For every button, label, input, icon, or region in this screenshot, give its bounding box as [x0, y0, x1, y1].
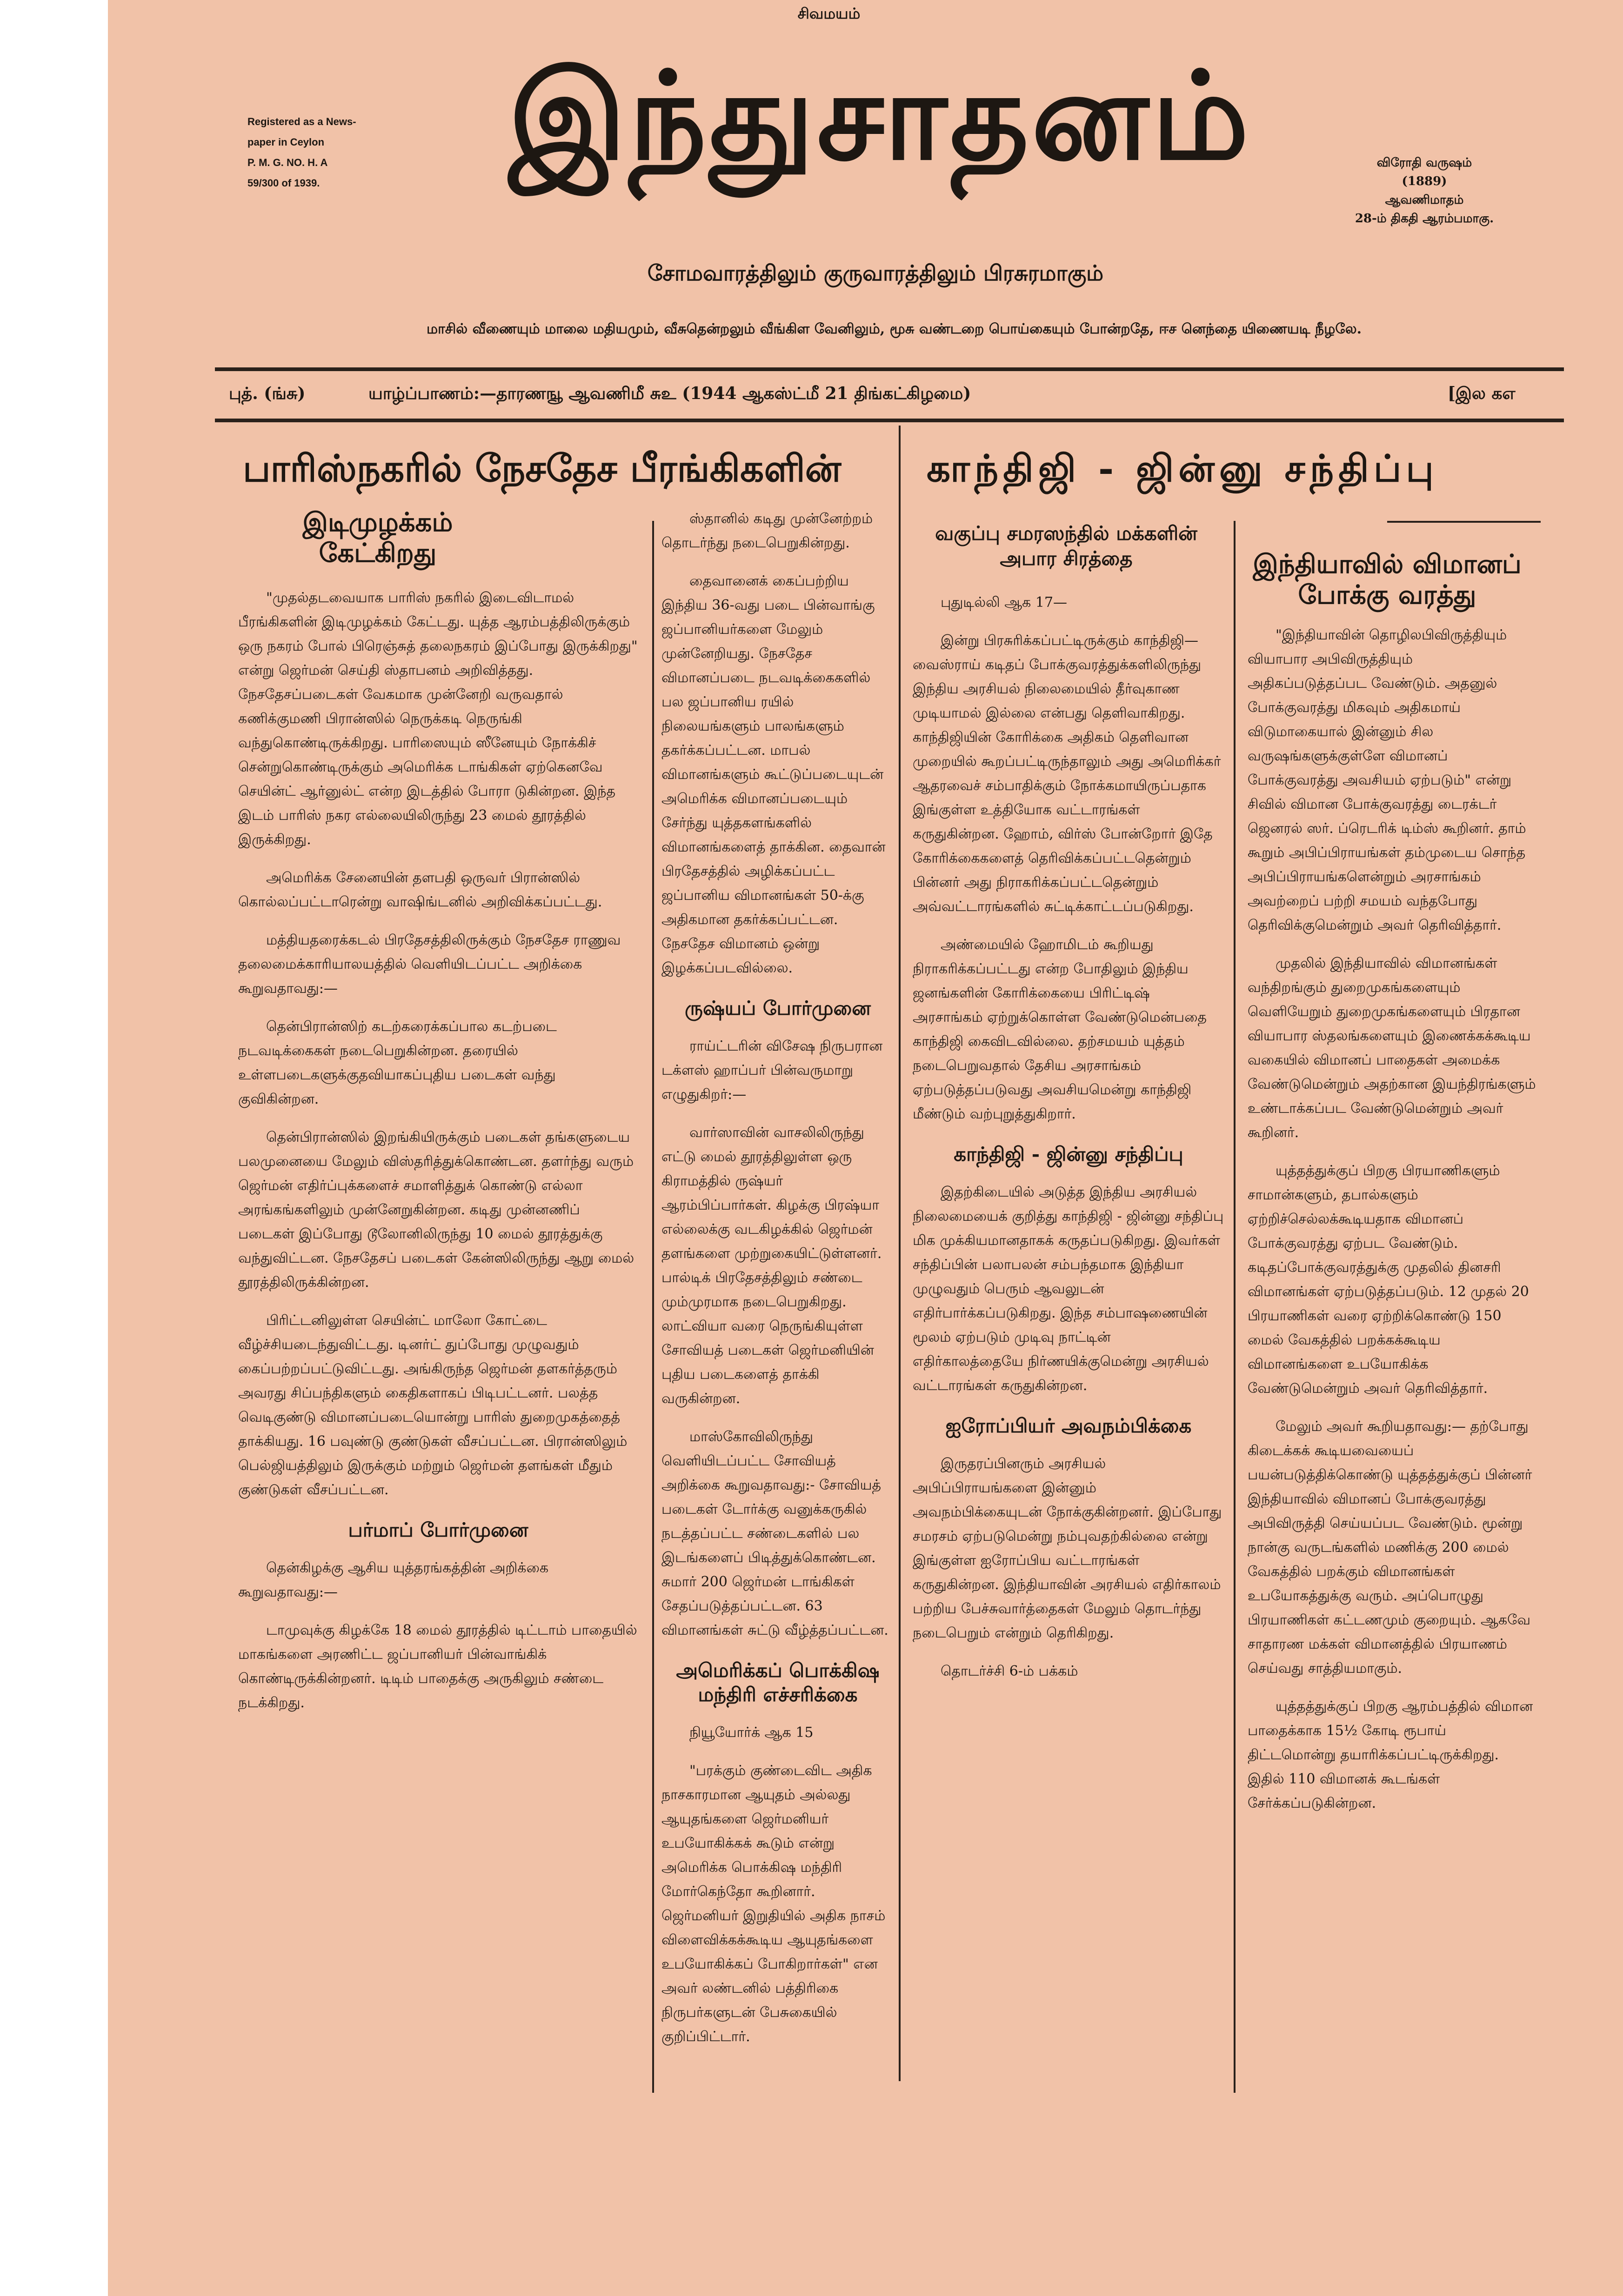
section-heading: பர்மாப் போர்முனை [348, 1518, 528, 1541]
paragraph: இருதரப்பினரும் அரசியல் அபிப்பிராயங்களை இன்னும் அவநம்பிக்கையுடன் நோக்குகின்றனர். இப்போது சமரசம் ஏற்படுமென்று நம்புவதற்கில்லை என்று இங்குள்ள ஐரோப்பிய வட்டாரங்கள் கருதுகின்றன. இந்தியாவின் அரசியல் எதிர்காலம் பற்றிய பேச்சுவார்த்தைகள் மேலும் தொடர்ந்து நடைபெறும் என்றும் தெரிகிறது. [913, 1456, 1222, 1641]
column-rule-mark [1387, 502, 1541, 523]
paragraph: இதற்கிடையில் அடுத்த இந்திய அரசியல் நிலைமையைக் குறித்து காந்திஜி - ஜின்னு சந்திப்பு மிக முக்கியமானதாகக் கருதப்படுகிறது. இவர்கள் சந்திப்பின் பலாபலன் சம்பந்தமாக இந்தியா முழுவதும் பெரும் ஆவலுடன் எதிர்பார்க்கப்படுகிறது. இந்த சம்பாஷணையின் மூலம் ஏற்படும் முடிவு நாட்டின் எதிர்காலத்தையே நிர்ணயிக்குமென்று அரசியல் வட்டாரங்கள் கருதுகின்றன. [913, 1184, 1224, 1394]
volume-number: புத். (ங்சு) [229, 384, 306, 403]
paragraph: நியூயோர்க் ஆக 15 [689, 1724, 814, 1741]
paragraph: மேலும் அவர் கூறியதாவது:— தற்போது கிடைக்கக் கூடியவையைப் பயன்படுத்திக்கொண்டு யுத்தத்துக்குப் பின்னர் இந்தியாவில் விமானப் போக்குவரத்து அபிவிருத்தி செய்யப்பட வேண்டும். மூன்று நான்கு வருடங்களில் மணிக்கு 200 மைல் வேகத்தில் பறக்கும் விமானங்கள் உபயோகத்துக்கு வரும். அப்பொழுது பிரயாணிகள் கட்டணமும் குறையும். ஆகவே சாதாரண மக்கள் விமானத்தில் பிரயாணம் செய்வது சாத்தியமாகும். [1248, 1418, 1532, 1677]
publication-days: சோமவாரத்திலும் குருவாரத்திலும் பிரசுரமாகும் [647, 260, 1104, 286]
registration-line: Registered as a News- [247, 116, 356, 127]
column-2 [661, 507, 894, 2063]
headline-aviation: இந்தியாவில் விமானப் போக்கு வரத்து [1253, 549, 1522, 610]
paragraph: தென்கிழக்கு ஆசிய யுத்தரங்கத்தின் அறிக்கை கூறுவதாவது:— [238, 1560, 549, 1600]
place-date: யாழ்ப்பாணம்:—தாரணஙூ ஆவணிமீ சுஉ (1944 ஆகஸ்ட்மீ 21 திங்கட்கிழமை) [368, 384, 971, 403]
sivam-header: சிவமயம் [797, 5, 861, 22]
paragraph: டாமுவுக்கு கிழக்கே 18 மைல் தூரத்தில் டிட்டாம் பாதையில் மாகங்களை அரணிட்ட ஜப்பானியர் பின்வாங்கிக் கொண்டிருக்கின்றனர். டிடிம் பாதைக்கு அருகிலும் சண்டை நடக்கிறது. [238, 1622, 637, 1711]
issue-number: [இல கஎ [1448, 384, 1516, 403]
paragraph: ஸ்தானில் கடிது முன்னேற்றம் தொடர்ந்து நடைபெறுகின்றது. [661, 511, 873, 551]
paragraph: தைவானைக் கைப்பற்றிய இந்திய 36-வது படை பின்வாங்கு ஜப்பானியர்களை மேலும் முன்னேறியது. நேசதேச விமானப்படை நடவடிக்கைகளில் பல ஜப்பானிய ரயில் நிலையங்களும் பாலங்களும் தகர்க்கப்பட்டன. மாபல் விமானங்களும் கூட்டுப்படையுடன் அமெரிக்க விமானப்படையும் சேர்ந்து யுத்தகளங்களில் விமானங்களைத் தாக்கின. தைவான் பிரதேசத்தில் அழிக்கப்பட்ட ஜப்பானிய விமானங்கள் 50-க்கு அதிகமான தகர்க்கப்பட்டன. நேசதேச விமானம் ஒன்று இழக்கப்படவில்லை. [661, 573, 886, 976]
motto-verse: மாசில் வீணையும் மாலை மதியமும், வீசுதென்றலும் வீங்கிள வேனிலும், மூசு வண்டறை பொய்கையும் போன்றதே, ஈச னெந்தை யிணையடி நீழலே. [426, 321, 1362, 337]
dateline-paragraph: புதுடில்லி ஆக 17— [941, 594, 1068, 611]
paragraph: யுத்தத்துக்குப் பிறகு பிரயாணிகளும் சாமான்களும், தபால்களும் ஏற்றிச்செல்லக்கூடியதாக விமானப் போக்குவரத்து ஏற்பட வேண்டும். கடிதப்போக்குவரத்துக்கு முதலில் தினசரி விமானங்கள் ஏற்படுத்தப்படும். 12 முதல் 20 பிரயாணிகள் வரை ஏற்றிக்கொண்டு 150 மைல் வேகத்தில் பறக்கக்கூடிய விமானங்களை உபயோகிக்க வேண்டுமென்றும் அவர் தெரிவித்தார். [1248, 1163, 1529, 1397]
paragraph: தென்பிரான்ஸிற் கடற்கரைக்கப்பால கடற்படை நடவடிக்கைகள் நடைபெறுகின்றன. தரையில் உள்ளபடைகளுக்குதவியாகப்புதிய படைகள் வந்து குவிகின்றன. [238, 1018, 557, 1107]
column-1 [238, 586, 638, 1729]
column-divider [899, 426, 901, 2081]
paragraph: இன்று பிரசுரிக்கப்பட்டிருக்கும் காந்திஜி—வைஸ்ராய் கடிதப் போக்குவரத்துக்களிலிருந்து இந்திய அரசியல் நிலைமையில் தீர்வுகாண முடியாமல் இல்லை என்பது தெளிவாகிறது. காந்திஜியின் கோரிக்கை அதிகம் தெளிவான முறையில் கூறப்பட்டிருந்தாலும் அது அமெரிக்கர் ஆதரவைச் சம்பாதிக்கும் நோக்கமாயிருப்பதாக இங்குள்ள உத்தியோக வட்டாரங்கள் கருதுகின்றன. ஹோம், விர்ஸ் போன்றோர் இதே கோரிக்கைகளைத் தெரிவிக்கப்பட்டதென்றும் பின்னர் அது நிராகரிக்கப்பட்டதென்றும் அவ்வட்டாரங்களில் சுட்டிக்காட்டப்படுகிறது. [913, 632, 1221, 915]
section-heading: ஐரோப்பியர் அவநம்பிக்கை [945, 1414, 1192, 1437]
paragraph: "முதல்தடவையாக பாரிஸ் நகரில் இடைவிடாமல் பீரங்கிகளின் இடிமுழக்கம் கேட்டது. யுத்த ஆரம்பத்திலிருக்கும் ஒரு நகரம் போல் பிரெஞ்சுத் தலைநகரம் இப்போது இருக்கிறது" என்று ஜெர்மன் செய்தி ஸ்தாபனம் அறிவித்தது. நேசதேசப்படைகள் வேகமாக முன்னேறி வருவதால் கணிக்குமணி பிரான்ஸில் நெருக்கடி நெருங்கி வந்துகொண்டிருக்கிறது. பாரிஸையும் ஸீனேயும் நோக்கிச் சென்றுகொண்டிருக்கும் அமெரிக்க டாங்கிகள் ஏற்கெனவே செயின்ட் ஆர்னுல்ட் என்ற இடத்தில் போரா டுகின்றன. இந்த இடம் பாரிஸ் நகர எல்லையிலிருந்து 23 மைல் தூரத்தில் இருக்கிறது. [238, 590, 638, 848]
registration-line: paper in Ceylon [247, 136, 325, 148]
newspaper-title: இந்துசாதனம் [508, 45, 1252, 187]
year-block [1355, 153, 1494, 228]
headline-left: பாரிஸ்நகரில் நேசதேச பீரங்கிகளின் [243, 446, 842, 490]
year-line: விரோதி வருஷம் [1376, 156, 1472, 170]
subheadline-left: இடிமுழக்கம் கேட்கிறது [302, 507, 453, 568]
column-divider [652, 521, 654, 2093]
column-4 [1248, 623, 1536, 1830]
subheadline-right: வகுப்பு சமரஸந்தில் மக்களின் அபார சிரத்தை [935, 522, 1197, 570]
paragraph: மத்தியதரைக்கடல் பிரதேசத்திலிருக்கும் நேசதேச ராணுவ தலைமைக்காரியாலயத்தில் வெளியிடப்பட்ட அறிக்கை கூறுவதாவது:— [238, 932, 621, 997]
top-rule [215, 367, 1564, 371]
newspaper-page [108, 0, 1623, 2296]
section-heading: ருஷ்யப் போர்முனை [685, 997, 871, 1019]
section-heading: காந்திஜி - ஜின்னு சந்திப்பு [954, 1143, 1183, 1165]
column-3 [913, 591, 1224, 1697]
headline-right: காந்திஜி - ஜின்னு சந்திப்பு [927, 446, 1438, 490]
year-line: ஆவணிமாதம் [1385, 193, 1464, 207]
paragraph: வார்ஸாவின் வாசலிலிருந்து எட்டு மைல் தூரத்திலுள்ள ஒரு கிராமத்தில் ருஷ்யர் ஆரம்பிப்பார்கள். கிழக்கு பிரஷ்யா எல்லைக்கு வடகிழக்கில் ஜெர்மன் தளங்களை முற்றுகையிட்டுள்ளனர். பால்டிக் பிரதேசத்திலும் சண்டை மும்முரமாக நடைபெறுகிறது. லாட்வியா வரை நெருங்கியுள்ள சோவியத் படைகள் ஜெர்மனியின் புதிய படைகளைத் தாக்கி வருகின்றன. [661, 1125, 882, 1407]
registration-line: P. M. G. NO. H. A [247, 157, 328, 168]
year-line: 28-ம் திகதி ஆரம்பமாகு. [1355, 212, 1494, 226]
registration-line: 59/300 of 1939. [247, 177, 320, 189]
section-heading: அமெரிக்கப் பொக்கிஷ மந்திரி எச்சரிக்கை [676, 1659, 880, 1706]
paragraph: மாஸ்கோவிலிருந்து வெளியிடப்பட்ட சோவியத் அறிக்கை கூறுவதாவது:- சோவியத் படைகள் டோர்க்கு வனுக்கருகில் நடத்தப்பட்ட சண்டைகளில் பல இடங்களைப் பிடித்துக்கொண்டன. சுமார் 200 ஜெர்மன் டாங்கிகள் சேதப்படுத்தப்பட்டன. 63 விமானங்கள் சுட்டு வீழ்த்தப்பட்டன. [661, 1429, 888, 1638]
paragraph: முதலில் இந்தியாவில் விமானங்கள் வந்திறங்கும் துறைமுகங்களையும் வெளியேறும் துறைமுகங்களையும் பிரதான வியாபார ஸ்தலங்களையும் இணைக்கக்கூடிய வகையில் விமானப் பாதைகள் அமைக்க வேண்டுமென்றும் அதற்கான இயந்திரங்களும் உண்டாக்கப்பட வேண்டுமென்றும் அவர் கூறினர். [1248, 955, 1536, 1141]
column-divider [1234, 521, 1236, 2093]
paragraph: தென்பிரான்ஸில் இறங்கியிருக்கும் படைகள் தங்களுடைய பலமுனையை மேலும் விஸ்தரித்துக்கொண்டன. தளர்ந்து வரும் ஜெர்மன் எதிர்ப்புக்களைச் சமாளித்துக் கொண்டு எல்லா அரங்கங்களிலும் முன்னேறுகின்றன. கடிது முன்னணிப் படைகள் இப்போது டூலோனிலிருந்து 10 மைல் தூரத்துக்கு வந்துவிட்டன. நேசதேசப் படைகள் கேன்ஸிலிருந்து ஆறு மைல் தூரத்திலிருக்கின்றன. [238, 1129, 635, 1291]
paragraph: ராய்ட்டரின் விசேஷ நிருபரான டக்ளஸ் ஹாப்பர் பின்வருமாறு எழுதுகிறர்:— [661, 1038, 883, 1103]
paragraph: அமெரிக்க சேனையின் தளபதி ஒருவர் பிரான்ஸில் கொல்லப்பட்டாரென்று வாஷிங்டனில் அறிவிக்கப்பட்டது. [238, 870, 602, 910]
registration-block [247, 112, 387, 193]
year-line: (1889) [1402, 174, 1447, 188]
paragraph: பிரிட்டனிலுள்ள செயின்ட் மாலோ கோட்டை வீழ்ச்சியடைந்துவிட்டது. டினர்ட் துப்போது முழுவதும் கைப்பற்றப்பட்டுவிட்டது. அங்கிருந்த ஜெர்மன் தளகர்த்தரும் அவரது சிப்பந்திகளும் கைதிகளாகப் பிடிபட்டனர். பலத்த வெடிகுண்டு விமானப்படையொன்று பாரிஸ் துறைமுகத்தைத் தாக்கியது. 16 பவுண்டு குண்டுகள் வீசப்பட்டன. பிரான்ஸிலும் பெல்ஜியத்திலும் இருக்கும் மற்றும் ஜெர்மன் தளங்கள் மீதும் குண்டுகள் வீசப்பட்டன. [238, 1312, 628, 1498]
paragraph: "பரக்கும் குண்டைவிட அதிக நாசகாரமான ஆயுதம் அல்லது ஆயுதங்களை ஜெர்மனியர் உபயோகிக்கக் கூடும் என்று அமெரிக்க பொக்கிஷ மந்திரி மோர்கெந்தோ கூறினார். ஜெர்மனியர் இறுதியில் அதிக நாசம் விளைவிக்கக்கூடிய ஆயுதங்களை உபயோகிக்கப் போகிறார்கள்" என அவர் லண்டனில் பத்திரிகை நிருபர்களுடன் பேசுகையில் குறிப்பிட்டார். [661, 1763, 886, 2045]
bottom-rule [215, 419, 1564, 422]
dateline [229, 384, 1569, 412]
paragraph: "இந்தியாவின் தொழிலபிவிருத்தியும் வியாபார அபிவிருத்தியும் அதிகப்படுத்தப்பட வேண்டும். அதனுல் போக்குவரத்து மிகவும் அதிகமாய் விடுமாகையால் இன்னும் சில வருஷங்களுக்குள்ளே விமானப் போக்குவரத்து அவசியம் ஏற்படும்" என்று சிவில் விமான போக்குவரத்து டைரக்டர் ஜெனரல் ஸர். ப்ரெடரிக் டிம்ஸ் கூறினர். தாம் கூறும் அபிப்பிராயங்கள் தம்முடைய சொந்த அபிப்பிராயங்களென்றும் அரசாங்கம் அவற்றைப் பற்றி சமயம் வந்தபோது தெரிவிக்குமென்றும் அவர் தெரிவித்தார். [1248, 627, 1526, 933]
paragraph: அண்மையில் ஹோமிடம் கூறியது நிராகரிக்கப்பட்டது என்ற போதிலும் இந்திய ஜனங்களின் கோரிக்கையை பிரிட்டிஷ் அரசாங்கம் ஏற்றுக்கொள்ள வேண்டுமென்பதை காந்திஜி கைவிடவில்லை. தற்சமயம் யுத்தம் நடைபெறுவதால் தேசிய அரசாங்கம் ஏற்படுத்தப்படுவது அவசியமென்று காந்திஜி மீண்டும் வற்புறுத்துகிறார். [913, 937, 1207, 1122]
paragraph: யுத்தத்துக்குப் பிறகு ஆரம்பத்தில் விமான பாதைக்காக 15½ கோடி ரூபாய் திட்டமொன்று தயாரிக்கப்பட்டிருக்கிறது. இதில் 110 விமானக் கூடங்கள் சேர்க்கப்படுகின்றன. [1248, 1698, 1533, 1811]
continuation-note: தொடர்ச்சி 6-ம் பக்கம் [941, 1663, 1078, 1679]
